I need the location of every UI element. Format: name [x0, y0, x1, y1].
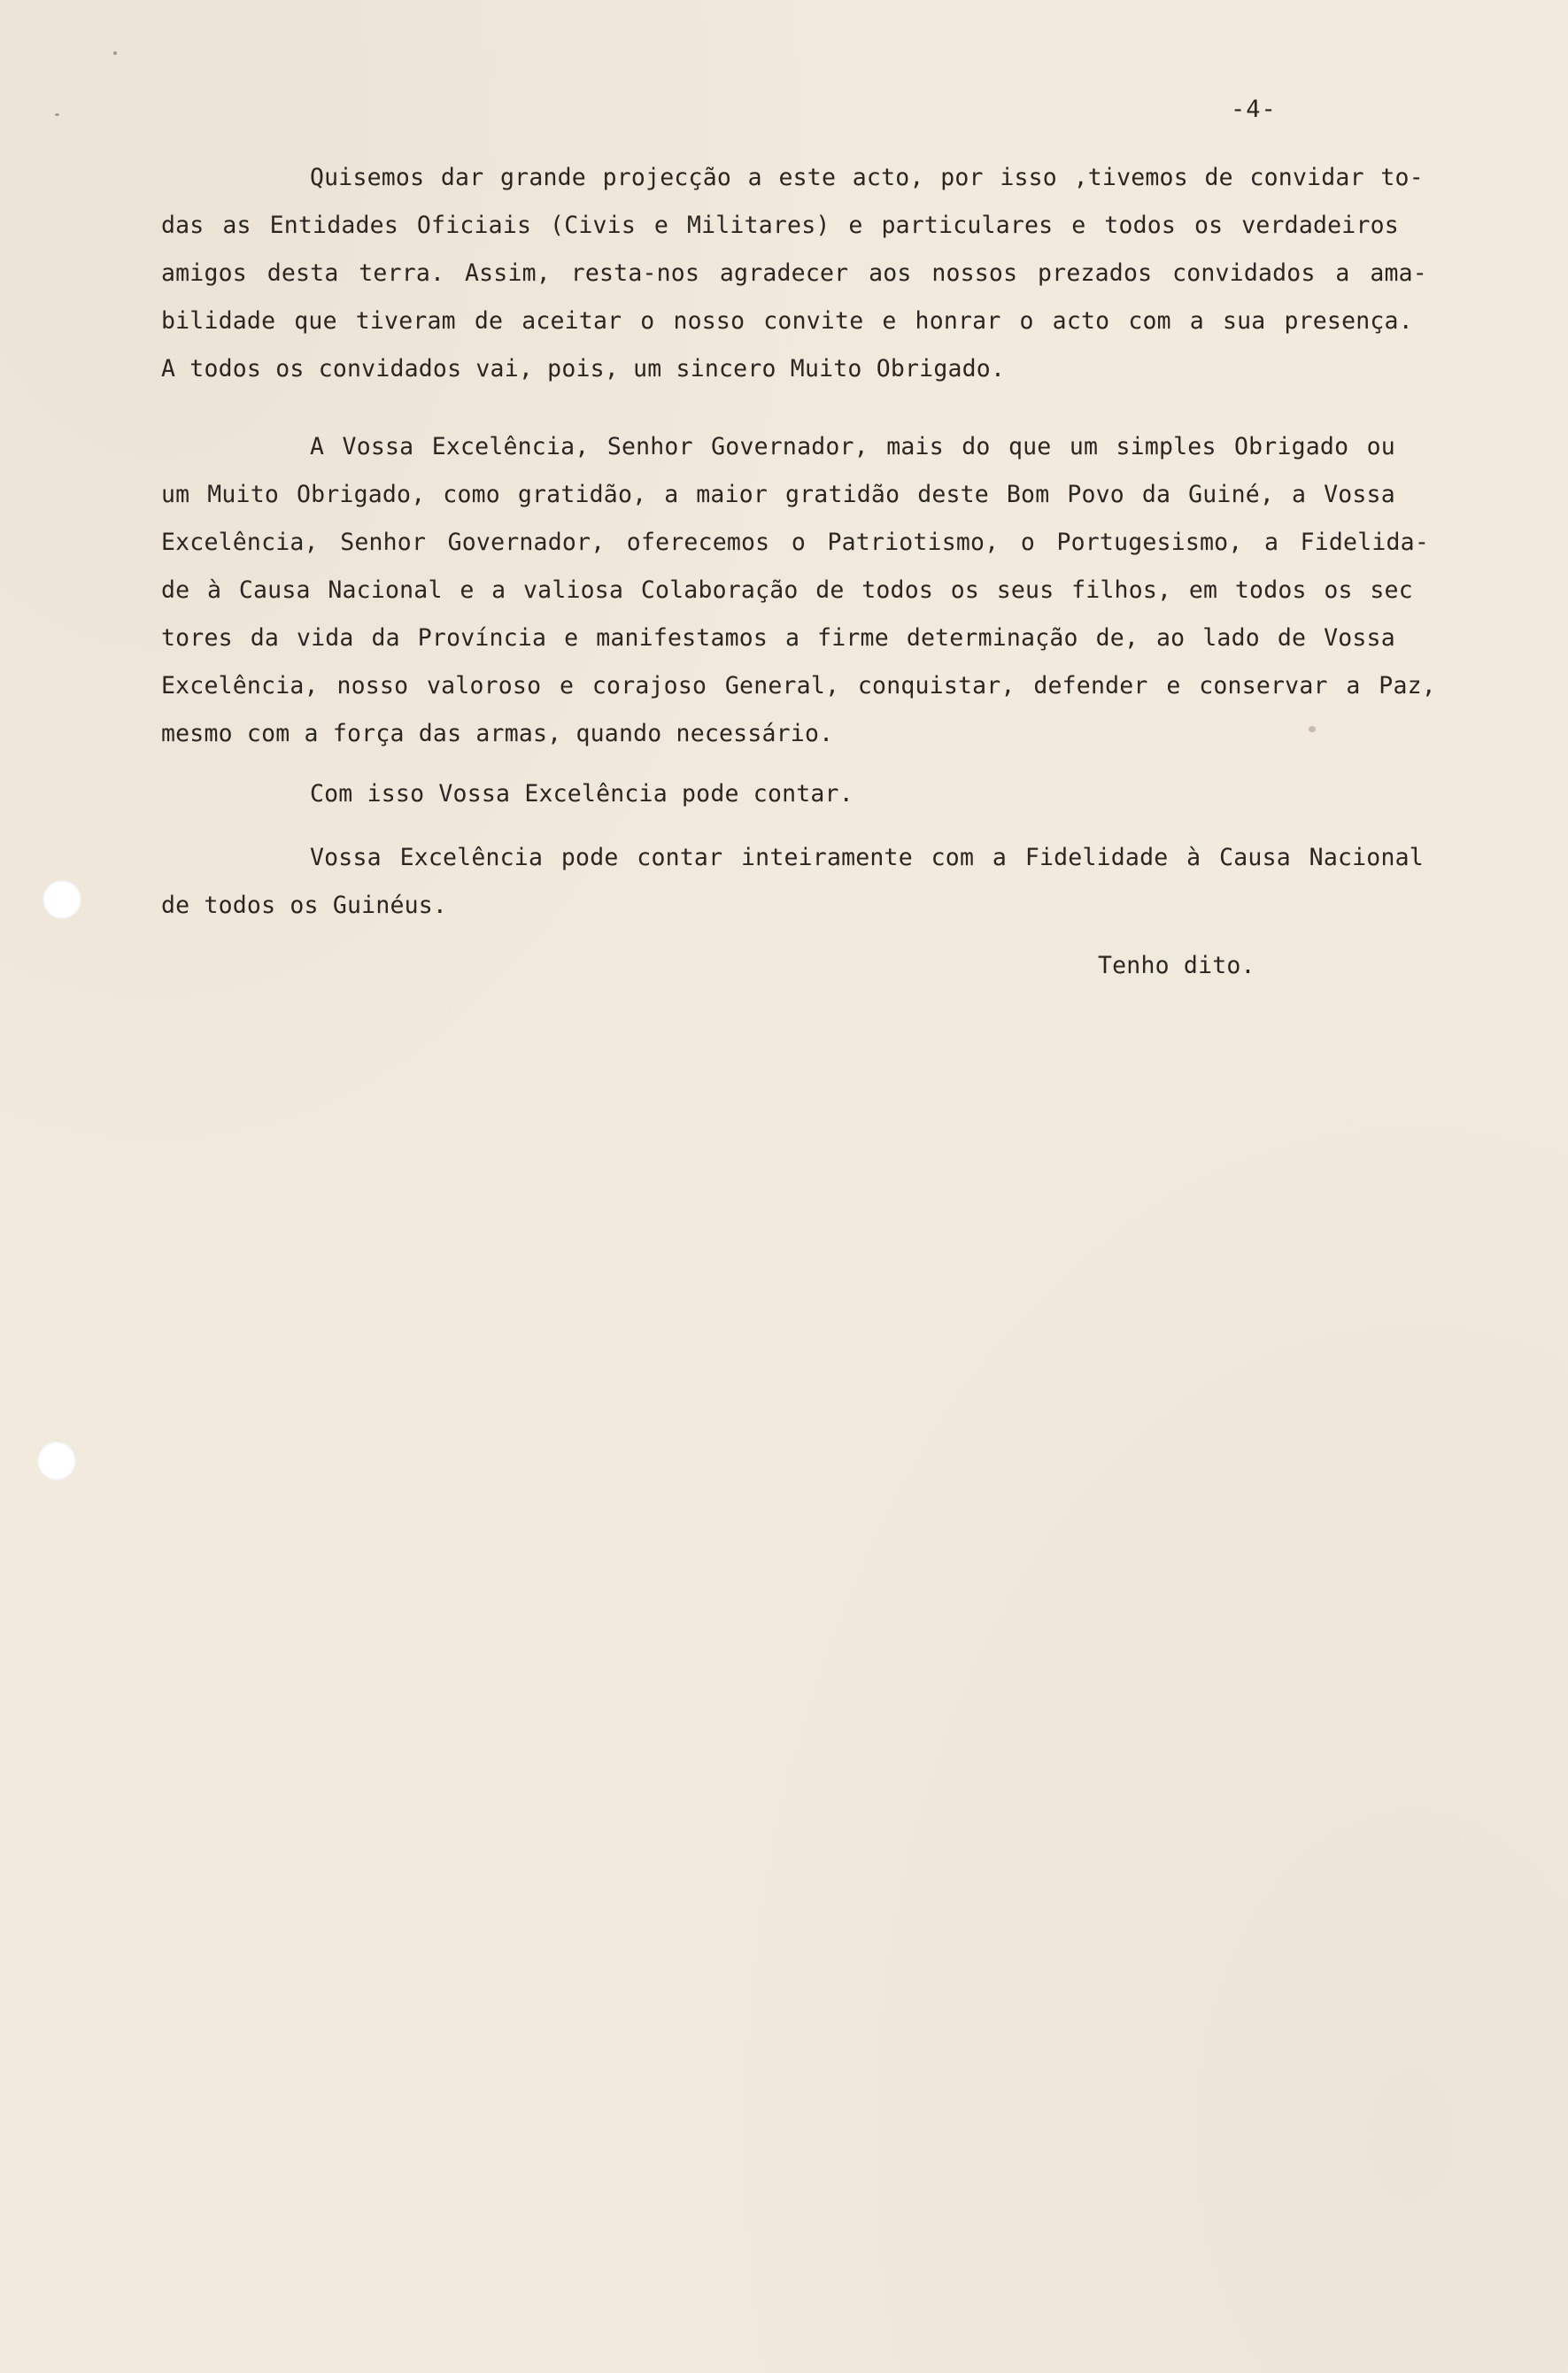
word: e [653, 212, 669, 239]
word: Excelência, [161, 672, 319, 700]
word: General, [724, 672, 840, 700]
word: a [747, 164, 762, 191]
word: das [161, 212, 205, 239]
text-line: de todos os Guinéus. [161, 892, 448, 919]
word: convite [763, 307, 864, 335]
word: o [640, 307, 655, 335]
word: determinação [906, 624, 1078, 652]
word: Entidades [269, 212, 398, 239]
text-line [161, 480, 1395, 510]
word: à [207, 576, 222, 604]
word: um [1069, 433, 1099, 460]
word: Obrigado, [296, 481, 426, 508]
word: com [931, 844, 975, 871]
word: a [1189, 307, 1204, 335]
word: a [1335, 259, 1350, 287]
word: corajoso [591, 672, 707, 700]
word: oferecemos [626, 529, 770, 556]
word: Militares) [686, 212, 830, 239]
word: Vossa [342, 433, 414, 460]
word: dar [440, 164, 484, 191]
word: Obrigado [1234, 433, 1349, 460]
word: Paz, [1379, 672, 1436, 700]
word: os [1193, 212, 1224, 239]
word: e [460, 576, 475, 604]
word: convidados [1172, 259, 1316, 287]
word: todos [861, 576, 934, 604]
word: Oficiais [416, 212, 532, 239]
closing-text: Tenho dito. [1098, 952, 1255, 979]
word: como [443, 481, 500, 508]
word: agradecer [719, 259, 849, 287]
word: que [1008, 433, 1052, 460]
text-line [310, 163, 1424, 193]
word: de [474, 307, 504, 335]
word: a [1263, 529, 1279, 556]
word: contar [637, 844, 723, 871]
text-line [161, 211, 1399, 241]
word: a [992, 844, 1008, 871]
paper-speck [1309, 726, 1316, 732]
word: Excelência, [161, 529, 319, 556]
text-line: mesmo com a força das armas, quando necessário. [161, 720, 834, 747]
word: conquistar, [857, 672, 1016, 700]
word: ao [1156, 624, 1186, 652]
word: Portugesismo, [1056, 529, 1243, 556]
word: convidar [1249, 164, 1364, 191]
text-line [161, 671, 1436, 701]
word: mais [886, 433, 944, 460]
word: Nacional [328, 576, 443, 604]
word: tiveram [355, 307, 456, 335]
text-line [161, 528, 1429, 558]
word: resta-nos [570, 259, 700, 287]
word: de [161, 576, 190, 604]
word: à [1186, 844, 1201, 871]
word: valiosa [523, 576, 624, 604]
word: sec [1370, 576, 1413, 604]
word: conservar [1199, 672, 1328, 700]
word: em [1188, 576, 1218, 604]
word: terra. [359, 259, 445, 287]
word: aos [869, 259, 912, 287]
word: Bom [1006, 481, 1050, 508]
word: Senhor [340, 529, 427, 556]
word: a [664, 481, 679, 508]
word: de [1204, 164, 1233, 191]
word: desta [266, 259, 339, 287]
word: gratidão [785, 481, 900, 508]
word: tores [161, 624, 233, 652]
paper-speck [55, 113, 59, 116]
word: isso [1000, 164, 1057, 191]
word: Muito [207, 481, 280, 508]
word: prezados [1038, 259, 1153, 287]
word: honrar [915, 307, 1001, 335]
word: to- [1380, 164, 1424, 191]
word: Causa [238, 576, 311, 604]
word: projecção [602, 164, 732, 191]
word: Excelência [399, 844, 544, 871]
text-line [310, 843, 1424, 873]
word: bilidade [161, 307, 276, 335]
word: Guiné, [1188, 481, 1275, 508]
text-line [310, 432, 1395, 462]
word: (Civis [550, 212, 636, 239]
text-line [161, 623, 1395, 653]
word: e [1071, 212, 1086, 239]
word: da [1141, 481, 1171, 508]
word: manifestamos [596, 624, 769, 652]
word: de [815, 576, 845, 604]
word: ou [1366, 433, 1395, 460]
text-line: A todos os convidados vai, pois, um sincero Muito Obrigado. [161, 355, 1006, 383]
paper-speck [113, 51, 117, 55]
word: um [161, 481, 190, 508]
word: sua [1222, 307, 1266, 335]
word: inteiramente [741, 844, 913, 871]
text-line: Com isso Vossa Excelência pode contar. [310, 780, 854, 808]
word: Governador, [447, 529, 606, 556]
word: Colaboração [640, 576, 799, 604]
word: e [848, 212, 863, 239]
word: da [371, 624, 400, 652]
word: Quisemos [310, 164, 425, 191]
word: a [491, 576, 506, 604]
word: vida [296, 624, 354, 652]
word: acto, [852, 164, 924, 191]
word: as [222, 212, 251, 239]
word: este [778, 164, 837, 191]
punch-hole-top [42, 880, 81, 919]
word: que [294, 307, 337, 335]
word: de, [1095, 624, 1139, 652]
word: Fidelida- [1300, 529, 1429, 556]
word: do [962, 433, 991, 460]
word: Causa [1219, 844, 1291, 871]
word: Senhor [606, 433, 693, 460]
word: e [882, 307, 897, 335]
word: Vossa [1324, 481, 1395, 508]
word: da [250, 624, 280, 652]
word: Nacional [1309, 844, 1424, 871]
word: Fidelidade [1024, 844, 1169, 871]
word: Vossa [1324, 624, 1395, 652]
word: por [940, 164, 984, 191]
word: presença. [1284, 307, 1413, 335]
word: e [1166, 672, 1181, 700]
word: o [791, 529, 806, 556]
word: Excelência, [431, 433, 590, 460]
word: Vossa [310, 844, 382, 871]
word: acto [1052, 307, 1110, 335]
word: particulares [881, 212, 1054, 239]
text-line [161, 306, 1413, 336]
word: a [785, 624, 800, 652]
word: nosso [336, 672, 409, 700]
word: pode [560, 844, 619, 871]
word: os [1324, 576, 1353, 604]
word: e [559, 672, 575, 700]
word: filhos, [1071, 576, 1172, 604]
text-line [161, 259, 1427, 289]
word: os [950, 576, 980, 604]
word: e [564, 624, 579, 652]
word: o [1020, 529, 1035, 556]
word: Assim, [465, 259, 551, 287]
word: a [1292, 481, 1307, 508]
word: Governador, [711, 433, 869, 460]
word: lado [1202, 624, 1260, 652]
word: aceitar [521, 307, 622, 335]
word: com [1128, 307, 1171, 335]
text-line [161, 576, 1413, 606]
word: o [1019, 307, 1034, 335]
word: maior [696, 481, 769, 508]
word: nosso [673, 307, 745, 335]
word: de [1277, 624, 1307, 652]
word: amigos [161, 259, 247, 287]
word: seus [996, 576, 1054, 604]
word: A [310, 433, 325, 460]
page-number: -4- [1231, 96, 1277, 123]
word: todos [1234, 576, 1307, 604]
punch-hole-bottom [37, 1442, 76, 1480]
word: nossos [931, 259, 1018, 287]
word: valoroso [426, 672, 542, 700]
word: simples [1116, 433, 1217, 460]
word: ,tivemos [1073, 164, 1188, 191]
word: Patriotismo, [827, 529, 1000, 556]
word: Povo [1067, 481, 1124, 508]
word: Província [417, 624, 547, 652]
word: deste [917, 481, 989, 508]
word: defender [1033, 672, 1148, 700]
word: ama- [1370, 259, 1427, 287]
word: grande [500, 164, 586, 191]
word: verdadeiros [1241, 212, 1399, 239]
word: todos [1104, 212, 1177, 239]
word: gratidão, [517, 481, 647, 508]
word: firme [817, 624, 889, 652]
word: a [1346, 672, 1361, 700]
